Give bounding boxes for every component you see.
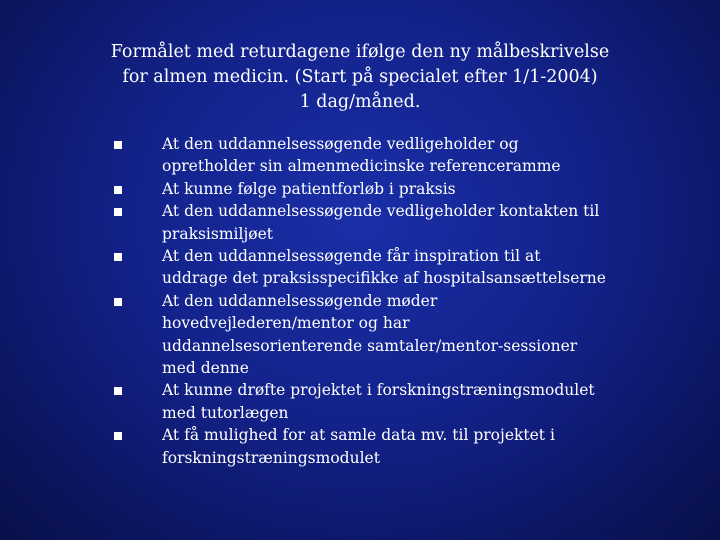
square-bullet-icon [114, 208, 122, 216]
bullet-line: At kunne drøfte projektet i forskningstræningsmodulet [162, 381, 595, 400]
title-line: Formålet med returdagene ifølge den ny målbeskrivelse [110, 42, 610, 62]
bullet-text [162, 424, 630, 469]
bullet-text [162, 133, 630, 178]
bullet-line: At den uddannelsessøgende vedligeholder og [162, 135, 519, 153]
square-bullet-icon [114, 298, 122, 306]
bullet-line: At den uddannelsessøgende vedligeholder kontakten til [162, 202, 600, 221]
bullet-line: hovedvejlederen/mentor og har [162, 314, 410, 333]
bullet-item [110, 245, 630, 290]
bullet-item [110, 133, 630, 178]
square-bullet-icon [114, 387, 122, 395]
bullet-line: At få mulighed for at samle data mv. til projektet i [162, 426, 555, 445]
bullet-line: med tutorlægen [162, 403, 289, 422]
bullet-line: uddannelsesorienterende samtaler/mentor-sessioner [162, 336, 578, 355]
bullet-text [162, 200, 630, 245]
bullet-line: forskningstræningsmodulet [162, 448, 380, 467]
slide-title [40, 40, 680, 115]
title-line: for almen medicin. (Start på specialet efter 1/1-2004) [122, 67, 598, 87]
bullet-item [110, 379, 630, 424]
bullet-line: At den uddannelsessøgende får inspiration til at [162, 247, 541, 266]
square-bullet-icon [114, 253, 122, 261]
square-bullet-icon [114, 432, 122, 440]
title-line: 1 dag/måned. [299, 92, 421, 112]
square-bullet-icon [114, 141, 122, 149]
bullet-text [162, 379, 630, 424]
bullet-text [162, 245, 630, 290]
bullet-item [110, 424, 630, 469]
bullet-line: At kunne følge patientforløb i praksis [162, 179, 456, 198]
bullet-item [110, 290, 630, 380]
bullet-item [110, 178, 630, 200]
bullet-list [110, 133, 630, 469]
bullet-line: opretholder sin almenmedicinske referenceramme [162, 157, 561, 176]
bullet-line: praksismiljøet [162, 224, 273, 243]
square-bullet-icon [114, 186, 122, 194]
bullet-item [110, 200, 630, 245]
bullet-text [162, 290, 630, 380]
bullet-line: At den uddannelsessøgende møder [162, 291, 438, 310]
bullet-line: med denne [162, 359, 249, 378]
bullet-line: uddrage det praksisspecifikke af hospitalsansættelserne [162, 269, 606, 288]
bullet-text [162, 178, 630, 200]
